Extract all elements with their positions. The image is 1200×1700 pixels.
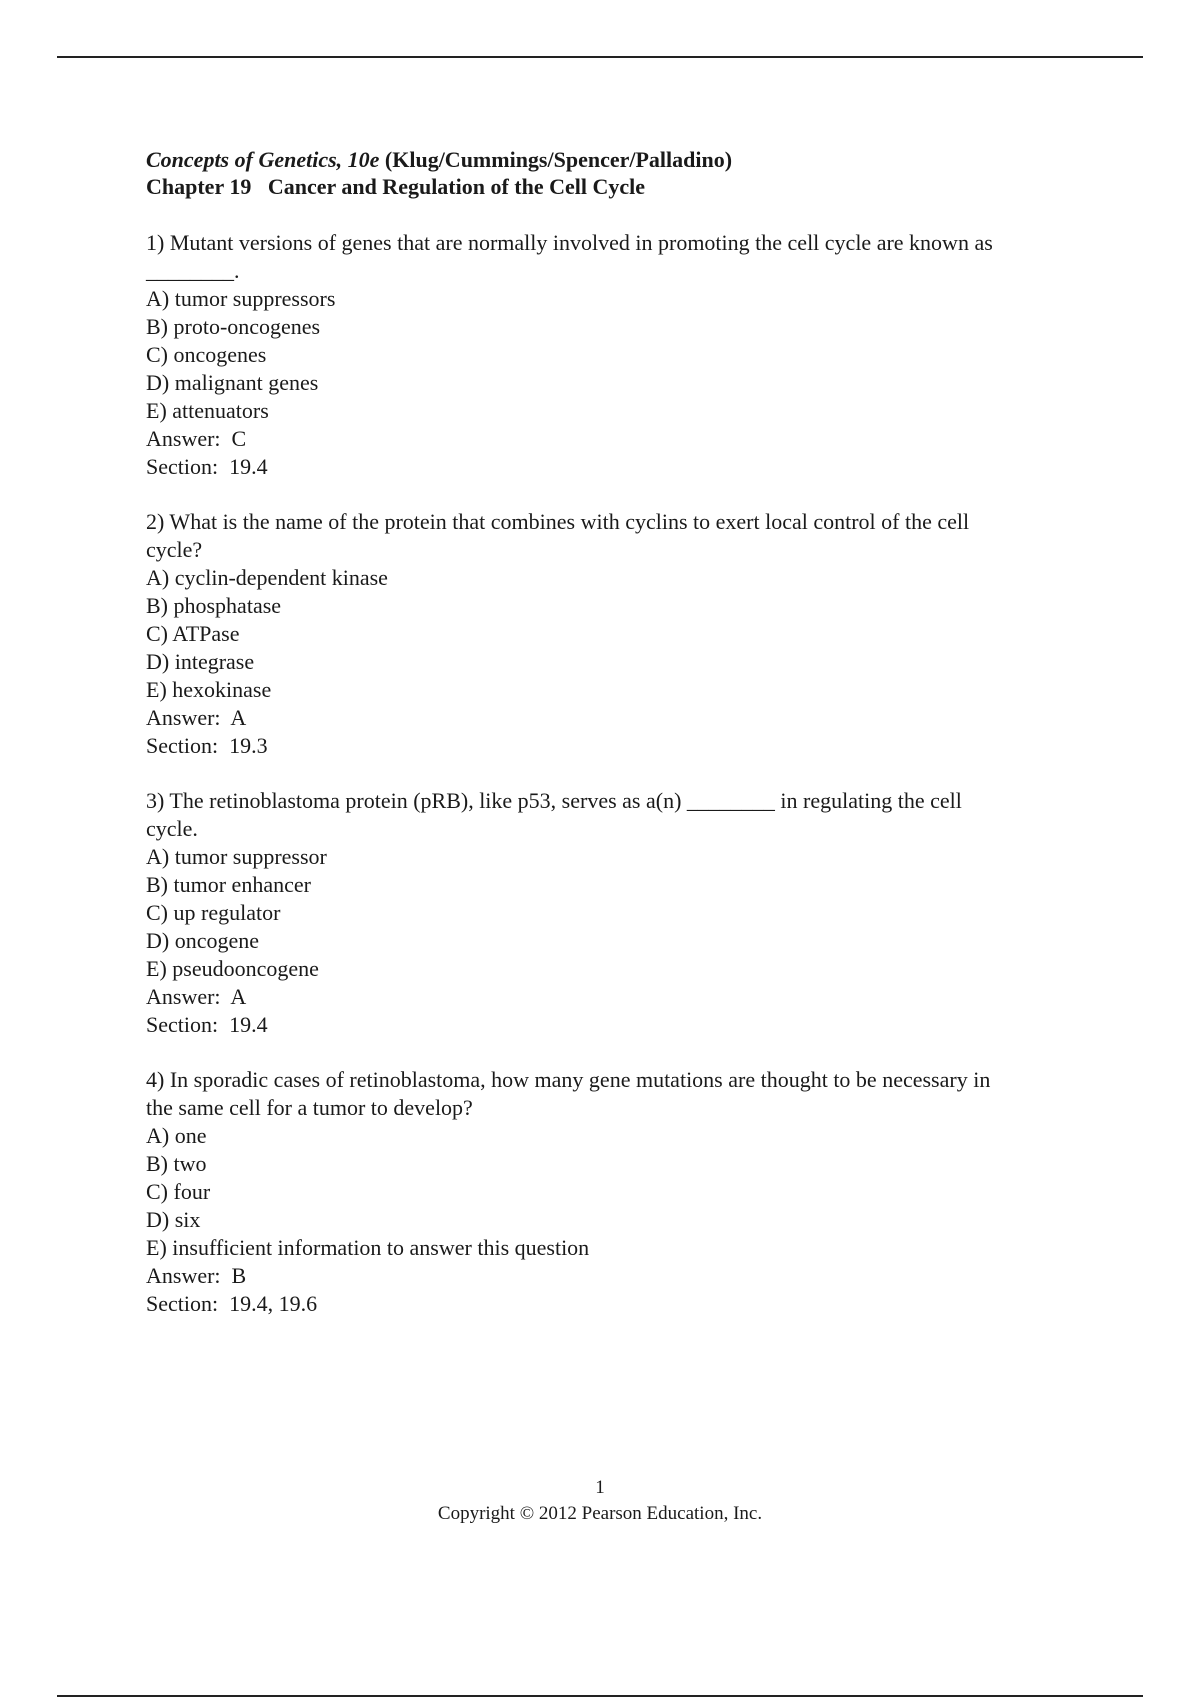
chapter-title: Chapter 19 Cancer and Regulation of the Cell Cycle	[146, 174, 646, 199]
bottom-rule	[57, 1695, 1143, 1697]
answer-option: C) ATPase	[146, 621, 240, 646]
answer-option: E) pseudooncogene	[146, 956, 319, 981]
question-stem: 1) Mutant versions of genes that are normally involved in promoting the cell cycle are known as	[146, 230, 993, 255]
answer-option: A) tumor suppressor	[146, 844, 327, 869]
question-item	[146, 787, 1086, 1039]
book-authors: (Klug/Cummings/Spencer/Palladino)	[384, 147, 733, 172]
answer-option: A) cyclin-dependent kinase	[146, 565, 388, 590]
page-number: 1	[595, 1477, 605, 1498]
answer-option: D) integrase	[146, 649, 255, 674]
answer-option: E) insufficient information to answer this question	[146, 1235, 590, 1260]
section-reference: Section: 19.4	[146, 1012, 268, 1037]
question-item	[146, 508, 1086, 760]
answer-option: E) hexokinase	[146, 677, 272, 702]
answer-option: C) up regulator	[146, 900, 281, 925]
question-list	[146, 229, 1086, 1318]
section-reference: Section: 19.4, 19.6	[146, 1291, 318, 1316]
question-stem: 3) The retinoblastoma protein (pRB), like p53, serves as a(n) ________ in regulating the cell	[146, 788, 962, 813]
answer-option: C) oncogenes	[146, 342, 267, 367]
answer-option: B) phosphatase	[146, 593, 282, 618]
answer-option: E) attenuators	[146, 398, 269, 423]
document-header	[146, 146, 1086, 200]
top-rule	[57, 56, 1143, 58]
question-stem-continued: ________.	[146, 258, 240, 283]
question-item	[146, 1066, 1086, 1318]
document-body	[146, 146, 1086, 1345]
question-item	[146, 229, 1086, 481]
answer-option: B) two	[146, 1151, 207, 1176]
answer-option: A) one	[146, 1123, 207, 1148]
section-reference: Section: 19.3	[146, 733, 268, 758]
answer-option: D) malignant genes	[146, 370, 319, 395]
book-title-line	[146, 146, 1086, 173]
answer-option: B) proto-oncogenes	[146, 314, 321, 339]
question-stem-continued: cycle.	[146, 816, 198, 841]
answer-key: Answer: A	[146, 705, 247, 730]
question-stem-continued: cycle?	[146, 537, 203, 562]
answer-option: D) six	[146, 1207, 201, 1232]
answer-option: C) four	[146, 1179, 211, 1204]
answer-key: Answer: A	[146, 984, 247, 1009]
answer-option: B) tumor enhancer	[146, 872, 311, 897]
question-stem: 2) What is the name of the protein that combines with cyclins to exert local control of the cell	[146, 509, 970, 534]
answer-option: D) oncogene	[146, 928, 260, 953]
answer-key: Answer: C	[146, 426, 247, 451]
copyright-notice: Copyright © 2012 Pearson Education, Inc.	[437, 1503, 763, 1524]
question-stem-continued: the same cell for a tumor to develop?	[146, 1095, 473, 1120]
section-reference: Section: 19.4	[146, 454, 268, 479]
book-title: Concepts of Genetics, 10e	[146, 147, 380, 172]
question-stem: 4) In sporadic cases of retinoblastoma, how many gene mutations are thought to be necessary in	[146, 1067, 991, 1092]
answer-option: A) tumor suppressors	[146, 286, 336, 311]
answer-key: Answer: B	[146, 1263, 247, 1288]
